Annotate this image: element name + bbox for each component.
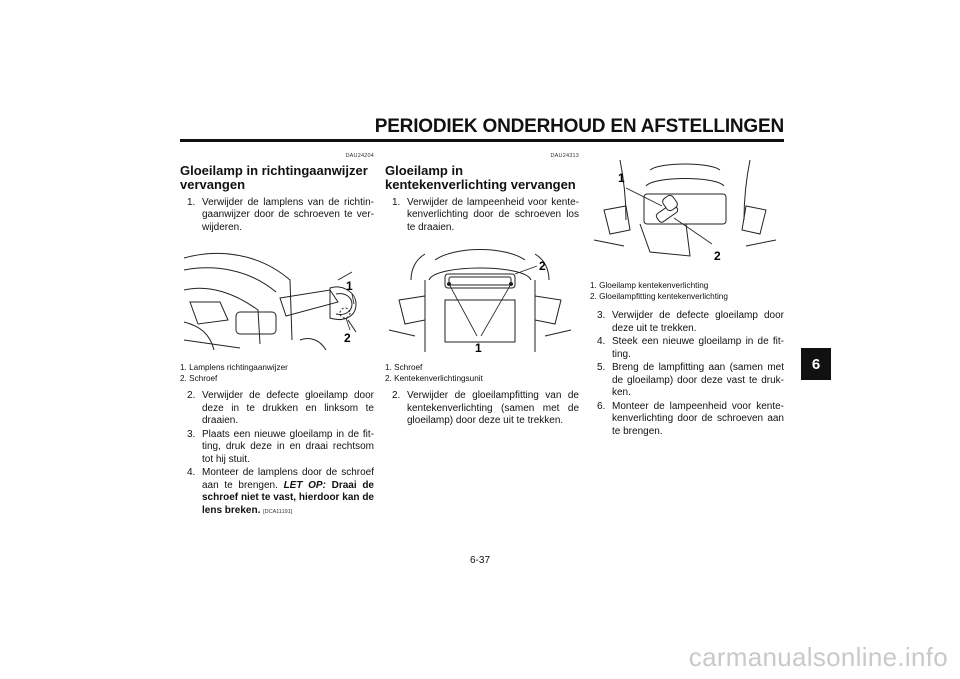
page-title: PERIODIEK ONDERHOUD EN AFSTELLINGEN xyxy=(374,116,784,137)
turn-signal-illustration xyxy=(180,240,370,358)
callout-1: 1 xyxy=(475,341,482,355)
steps-list xyxy=(590,310,784,438)
step-item: 1. Verwijder de lampeenheid voor kente-kenverlichting door de schroeven los te draaien. xyxy=(392,196,579,233)
steps-list xyxy=(180,390,374,518)
notice-text: Draai de schroef niet te vast, hierdoor kan de lens breken. xyxy=(202,479,374,516)
section-code: DAU24204 xyxy=(345,153,374,159)
figure-caption xyxy=(590,280,784,302)
step-item: 2. Verwijder de defecte gloeilamp door deze in te drukken en linksom te draaien. xyxy=(187,390,374,426)
step-item: 3. Verwijder de defecte gloeilamp door deze uit te trekken. xyxy=(597,310,784,334)
notice-code: [DCA11191] xyxy=(263,508,293,515)
chapter-tab[interactable]: 6 xyxy=(801,348,831,380)
page-number: 6-37 xyxy=(469,555,490,566)
step-item: 4. Monteer de lamplens door de schroef aan te brengen. LET OP: Draai de schroef niet te vast, hierdoor kan de lens breken. [DCA11191] xyxy=(187,467,374,516)
caption-item: 2. Gloeilampfitting kentekenverlichting xyxy=(590,292,728,301)
step-item: 3. Plaats een nieuwe gloeilamp in de fit-ting, druk deze in en draai rechtsom tot hij stuit. xyxy=(187,428,374,465)
step-item: 2. Verwijder de gloeilampfitting van de kentekenverlichting (samen met de gloeilamp) door deze uit te trekken. xyxy=(392,390,579,426)
caption-item: 1. Gloeilamp kentekenverlichting xyxy=(590,281,709,290)
section-turn-signal xyxy=(180,150,374,519)
section-title: Gloeilamp in kentekenverlichting vervangen xyxy=(385,162,576,192)
callout-2: 2 xyxy=(344,331,351,345)
step-item: 6. Monteer de lampeenheid voor kente-kenverlichting door de schroeven aan te brengen. xyxy=(597,400,784,437)
caption-item: 2. Kentekenverlichtingsunit xyxy=(385,374,483,383)
step-item: 4. Steek een nieuwe gloeilamp in de fit-ting. xyxy=(597,336,784,360)
steps-list xyxy=(180,197,374,235)
callout-1: 1 xyxy=(618,171,625,185)
watermark: carmanualsonline.info xyxy=(688,642,948,672)
callout-2: 2 xyxy=(714,249,721,263)
steps-list xyxy=(385,390,579,428)
callout-1: 1 xyxy=(346,279,353,293)
license-light-illustration xyxy=(385,240,575,360)
section-title: Gloeilamp in richtingaanwijzer vervangen xyxy=(180,162,368,192)
caption-item: 2. Schroef xyxy=(180,374,218,383)
license-bulb-illustration xyxy=(590,160,780,276)
section-license-light-cont xyxy=(590,160,784,439)
step-item: 5. Breng de lampfitting aan (samen met de gloeilamp) door deze vast te druk-ken. xyxy=(597,362,784,398)
steps-list xyxy=(385,197,579,235)
figure-caption xyxy=(180,362,374,384)
section-license-light xyxy=(385,150,579,429)
caption-item: 1. Schroef xyxy=(385,363,423,372)
header-rule xyxy=(180,139,784,142)
step-item: 1. Verwijder de lamplens van de richtin-gaanwijzer door de schroeven te ver-wijderen. xyxy=(187,196,374,233)
figure-caption xyxy=(385,362,579,384)
caption-item: 1. Lamplens richtingaanwijzer xyxy=(180,363,288,372)
callout-2: 2 xyxy=(539,259,546,273)
section-code: DAU24313 xyxy=(550,153,579,159)
notice-label: LET OP: xyxy=(283,479,326,491)
